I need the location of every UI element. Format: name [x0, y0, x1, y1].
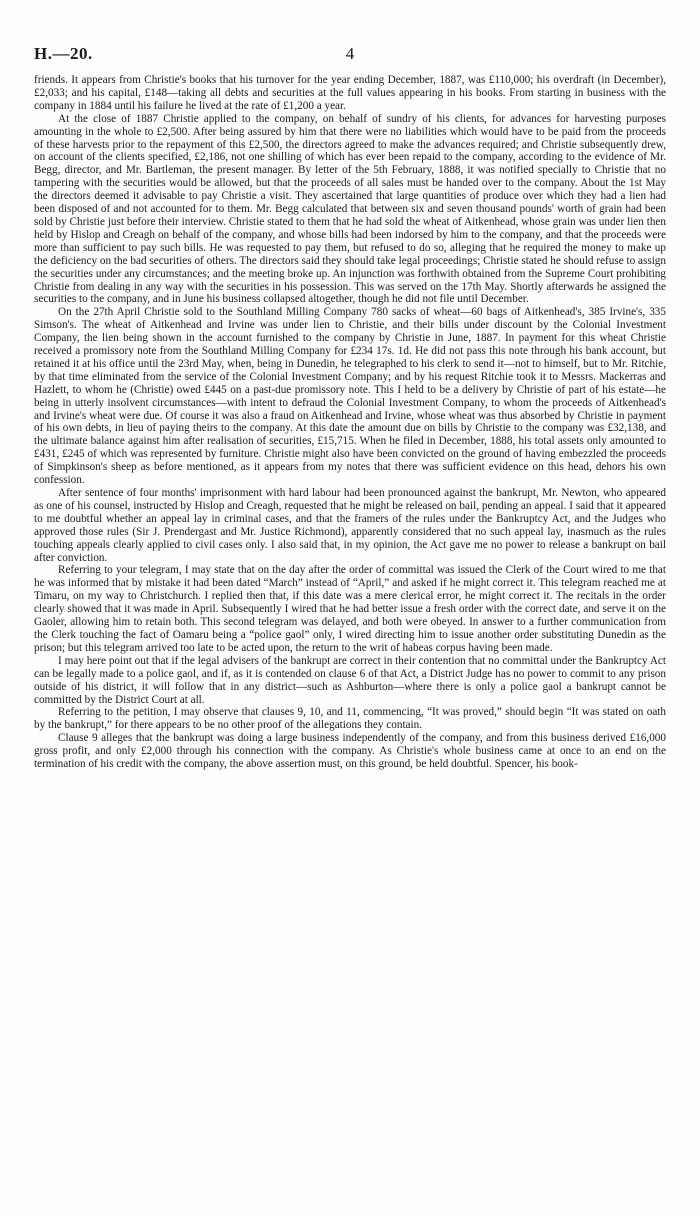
paragraph: Referring to the petition, I may observe that clauses 9, 10, and 11, commencing, “It was proved,” should begin “It was stated on oath by the bankrupt,” for there appears to be no other proof of the allegations they contain.: [34, 706, 666, 732]
paragraph: Referring to your telegram, I may state that on the day after the order of committal was issued the Clerk of the Court wired to me that he was informed that by mistake it had been dated “March” instead of “April,” and asked if he might correct it. This telegram reached me at Timaru, on my way to Christchurch. I replied then that, if this date was a mere clerical error, he might correct it. The recitals in the order clearly showed that it was made in April. Subsequently I wired that he had better issue a fresh order with the correct date, and serve it on the Gaoler, allowing him to retain both. This second telegram was delayed, and both were obeyed. In answer to a further communication from the Clerk touching the fact of Oamaru being a “police gaol” only, I wired directing him to issue another order substituting Dunedin as the prison; but this telegram arrived too late to be acted upon, the return to the writ of habeas corpus having been made.: [34, 564, 666, 654]
page-header: [34, 44, 666, 68]
paragraph: After sentence of four months' imprisonment with hard labour had been pronounced against the bankrupt, Mr. Newton, who appeared as one of his counsel, instructed by Hislop and Creagh, requested that he might be released on bail, pending an appeal. I said that it appeared to me doubtful whether an appeal lay in criminal cases, and that the framers of the rules under the Bankruptcy Act, and the Judges who approved those rules (Sir J. Prendergast and Mr. Justice Richmond), apparently considered that no such appeal lay, inasmuch as the rules touching appeals clearly applied to civil cases only. I also said that, in my opinion, the Act gave me no power to release a bankrupt on bail after conviction.: [34, 487, 666, 564]
document-reference: H.—20.: [34, 44, 93, 63]
paragraph: friends. It appears from Christie's books that his turnover for the year ending December, 1887, was £110,000; his overdraft (in December), £2,033; and his capital, £148—taking all debts and securities at the full values appearing in his books. From starting in business with the company in 1884 until his failure he lived at the rate of £1,200 a year.: [34, 74, 666, 112]
paragraph: At the close of 1887 Christie applied to the company, on behalf of sundry of his clients, for advances for harvesting purposes amounting in the whole to £2,500. After being assured by him that there were no liabilities which would have to be paid from the proceeds of these harvests prior to the repayment of this £2,500, the directors agreed to make the advances required; and Christie subsequently drew, on account of the clients specified, £2,186, not one shilling of which has ever been repaid to the company, according to the evidence of Mr. Begg, director, and Mr. Bartleman, the present manager. By letter of the 5th February, 1888, it was notified specially to Christie that no tampering with the securities would be allowed, but that the proceeds of all sales must be handed over to the company. About the 1st May the directors deemed it advisable to pay Christie a visit. They ascertained that large quantities of produce over which they had a lien had been disposed of and not accounted for to them. Mr. Begg calculated that between six and seven thousand pounds' worth of grain had been sold by Christie just before their interview. Christie stated to them that he had sold the wheat of Aitkenhead, whose grain was under lien then held by Hislop and Creagh on behalf of the company, and whose bills had been indorsed by him to the company, and that the proceeds were more than sufficient to pay such bills. He was requested to pay them, but refused to do so, alleging that he required the money to make up the deficiency on the bad securities of others. The directors said they should take legal proceedings; Christie stated he should refuse to assign the securities under any circumstances; and the meeting broke up. An injunction was forthwith obtained from the Supreme Court prohibiting Christie from dealing in any way with the securities in his possession. This was served on the 17th May. Shortly afterwards he assigned the securities to the company, and in June his business collapsed altogether, though he did not file until December.: [34, 112, 666, 306]
paragraph: Clause 9 alleges that the bankrupt was doing a large business independently of the company, and from this business derived £16,000 gross profit, and only £2,000 through his connection with the company. As Christie's whole business came at once to an end on the termination of his credit with the company, the above assertion must, on this ground, be held doubtful. Spencer, his book-: [34, 732, 666, 771]
paragraph: On the 27th April Christie sold to the Southland Milling Company 780 sacks of wheat—60 bags of Aitkenhead's, 385 Irvine's, 335 Simson's. The wheat of Aitkenhead and Irvine was under lien to Christie, and their bills under discount by the Colonial Investment Company, the lien being shown in the account furnished to the company by Christie in June, 1887. In payment for this wheat Christie received a promissory note from the Southland Milling Company for £234 17s. 1d. He did not pass this note through his bank account, but retained it at his office until the 23rd May, when, being in Dunedin, he telegraphed to his clerk to send it—not to himself, but to Mr. Ritchie, by that time eliminated from the service of the Colonial Investment Company; and by his request Ritchie took it to Messrs. Mackerras and Hazlett, to whom he (Christie) owed £445 on a past-due promissory note. This I held to be a delivery by Christie of part of his estate—he being in utterly insolvent circumstances—with intent to defraud the Colonial Investment Company, to whom the proceeds of Aitkenhead's and Irvine's wheat were due. Of course it was also a fraud on Aitkenhead and Irvine, whose wheat was thus absorbed by Christie in payment of his own debts, in lieu of paying theirs to the company. At this date the amount due on bills by Christie to the company was £32,138, and the ultimate balance against him after realisation of securities, £15,715. When he filed in December, 1888, his total assets only amounted to £431, £245 of which was represented by furniture. Christie might also have been convicted on the ground of having embezzled the proceeds of Simpkinson's sheep as before mentioned, as it appears from my notes that there was sufficient evidence on this head, dehors his own confession.: [34, 306, 666, 487]
body-text: [34, 74, 666, 771]
paragraph: I may here point out that if the legal advisers of the bankrupt are correct in their contention that no committal under the Bankruptcy Act can be legally made to a police gaol, and if, as it is contended on clause 6 of that Act, a District Judge has no power to commit to any prison outside of his district, it will follow that in any district—such as Ashburton—where there is only a police gaol a bankrupt cannot be committed by the District Court at all.: [34, 654, 666, 706]
page-number: 4: [345, 44, 355, 63]
